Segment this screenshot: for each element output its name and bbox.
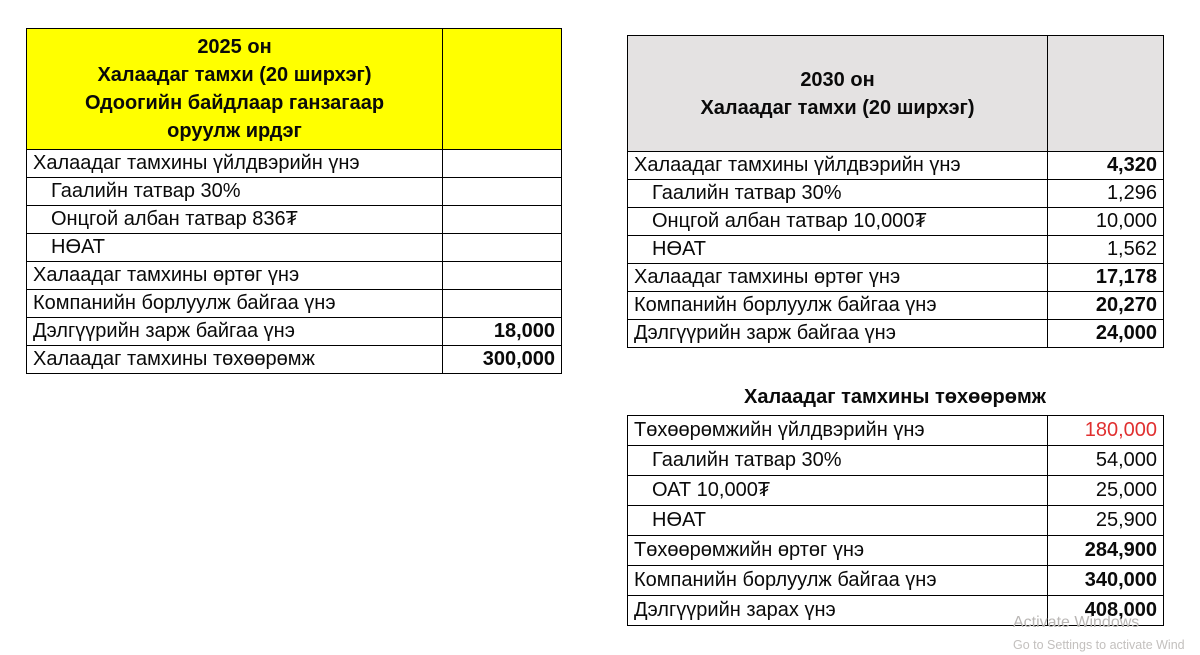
watermark-line1: Activate Windows — [1013, 614, 1140, 631]
row-label: Төхөөрөмжийн үйлдвэрийн үнэ — [628, 416, 1048, 446]
table-device — [627, 415, 1164, 626]
row-value: 25,900 — [1048, 506, 1164, 536]
header-line: 2025 он — [197, 36, 272, 58]
row-label: НӨАТ — [628, 236, 1048, 264]
header-line: 2030 он — [800, 68, 875, 91]
table-row — [628, 506, 1164, 536]
table-row — [27, 234, 562, 262]
table-header-row — [628, 36, 1164, 152]
row-value: 54,000 — [1048, 446, 1164, 476]
row-value — [443, 234, 562, 262]
table-row — [628, 536, 1164, 566]
row-value: 17,178 — [1048, 264, 1164, 292]
watermark-line2: Go to Settings to activate Wind — [1013, 638, 1185, 652]
row-label: Дэлгүүрийн зарах үнэ — [628, 596, 1048, 626]
table-row — [628, 152, 1164, 180]
row-label: Дэлгүүрийн зарж байгаа үнэ — [628, 320, 1048, 348]
row-label: Гаалийн татвар 30% — [628, 446, 1048, 476]
table-row — [27, 150, 562, 178]
row-value — [443, 206, 562, 234]
table-header-row — [27, 29, 562, 150]
row-label: НӨАТ — [27, 234, 443, 262]
row-label: Гаалийн татвар 30% — [628, 180, 1048, 208]
row-value: 340,000 — [1048, 566, 1164, 596]
row-label: ОАТ 10,000₮ — [628, 476, 1048, 506]
table-row — [27, 290, 562, 318]
row-label: Онцгой албан татвар 836₮ — [27, 206, 443, 234]
row-value: 300,000 — [443, 346, 562, 374]
row-value: 25,000 — [1048, 476, 1164, 506]
row-value: 1,562 — [1048, 236, 1164, 264]
table-row — [628, 236, 1164, 264]
table-2030-header — [628, 36, 1048, 152]
table-2025-header-value-cell — [443, 29, 562, 150]
table-row — [628, 208, 1164, 236]
row-value: 18,000 — [443, 318, 562, 346]
table-row — [27, 318, 562, 346]
table-row — [628, 320, 1164, 348]
row-value: 408,000 — [1048, 596, 1164, 626]
row-label: Халаадаг тамхины үйлдвэрийн үнэ — [27, 150, 443, 178]
row-label: Гаалийн татвар 30% — [27, 178, 443, 206]
row-label: Компанийн борлуулж байгаа үнэ — [628, 566, 1048, 596]
row-value — [443, 262, 562, 290]
row-value: 1,296 — [1048, 180, 1164, 208]
table-row — [628, 476, 1164, 506]
row-value — [443, 290, 562, 318]
header-line: оруулж ирдэг — [167, 120, 302, 142]
row-label: Компанийн борлуулж байгаа үнэ — [27, 290, 443, 318]
row-value — [443, 178, 562, 206]
table-row — [27, 262, 562, 290]
table-row — [628, 416, 1164, 446]
table-row — [628, 566, 1164, 596]
header-line: Одоогийн байдлаар ганзагаар — [84, 92, 385, 114]
row-value: 284,900 — [1048, 536, 1164, 566]
table-row — [628, 264, 1164, 292]
table-row — [27, 346, 562, 374]
table-2030-header-value-cell — [1048, 36, 1164, 152]
row-label: Төхөөрөмжийн өртөг үнэ — [628, 536, 1048, 566]
row-value: 4,320 — [1048, 152, 1164, 180]
row-label: Онцгой албан татвар 10,000₮ — [628, 208, 1048, 236]
table-2025 — [26, 28, 562, 374]
table-row — [628, 180, 1164, 208]
table-2030 — [627, 35, 1164, 348]
table-row — [628, 292, 1164, 320]
row-label: Халаадаг тамхины үйлдвэрийн үнэ — [628, 152, 1048, 180]
device-table-title: Халаадаг тамхины төхөөрөмж — [744, 386, 1046, 408]
row-value: 20,270 — [1048, 292, 1164, 320]
activate-windows-watermark — [1013, 613, 1185, 655]
table-row — [27, 206, 562, 234]
row-label: Халаадаг тамхины өртөг үнэ — [27, 262, 443, 290]
row-label: Халаадаг тамхины төхөөрөмж — [27, 346, 443, 374]
row-label: Халаадаг тамхины өртөг үнэ — [628, 264, 1048, 292]
table-row — [27, 178, 562, 206]
row-value — [443, 150, 562, 178]
table-2025-header — [27, 29, 443, 150]
row-label: НӨАТ — [628, 506, 1048, 536]
header-line: Халаадаг тамхи (20 ширхэг) — [97, 64, 372, 86]
row-value: 10,000 — [1048, 208, 1164, 236]
row-value: 180,000 — [1048, 416, 1164, 446]
row-label: Компанийн борлуулж байгаа үнэ — [628, 292, 1048, 320]
table-row — [628, 446, 1164, 476]
row-value: 24,000 — [1048, 320, 1164, 348]
header-line: Халаадаг тамхи (20 ширхэг) — [700, 96, 975, 119]
row-label: Дэлгүүрийн зарж байгаа үнэ — [27, 318, 443, 346]
